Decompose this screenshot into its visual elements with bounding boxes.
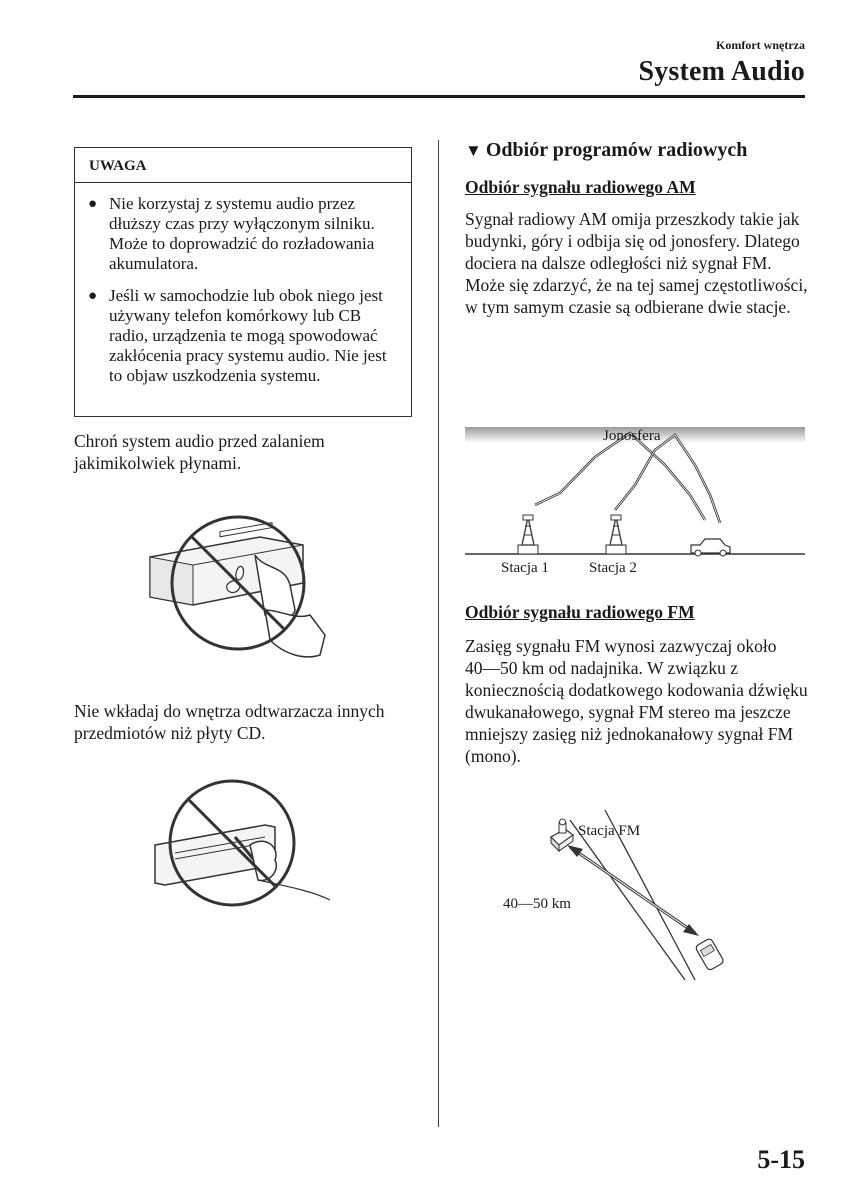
fm-car-icon — [695, 938, 725, 971]
warning-item — [87, 286, 403, 386]
warning-item-text: Jeśli w samochodzie lub obok niego jest używany telefon komórkowy lub CB radio, urządzenia te mogą spowodować zakłócenia pracy systemu audio. Nie jest to objaw uszkodzenia systemu. — [109, 286, 387, 385]
column-divider — [438, 140, 439, 1127]
bullet-icon: ● — [88, 288, 98, 304]
fm-distance-label: 40—50 km — [503, 896, 571, 912]
warning-box — [74, 147, 412, 417]
fm-station-label: Stacja FM — [578, 823, 641, 839]
station-1-label: Stacja 1 — [501, 560, 549, 576]
warning-item — [87, 194, 403, 274]
warning-title: UWAGA — [89, 158, 147, 174]
title-rule — [73, 95, 805, 98]
car-icon — [691, 539, 730, 556]
station-2-label: Stacja 2 — [589, 560, 637, 576]
warning-separator — [75, 182, 411, 183]
liquid-warning-text: Chroń system audio przed zalaniem jakimikolwiek płynami. — [74, 431, 325, 473]
radio-reception-heading — [465, 139, 747, 162]
station-2-tower-icon — [606, 515, 626, 554]
no-liquid-illustration — [145, 515, 345, 665]
am-text: Sygnał radiowy AM omija przeszkody takie jak budynki, góry i odbija się od jonosfery. Dlatego dociera na dalsze odległości niż sygnał FM. Może się zdarzyć, że na tej samej częstotliwości, w tym samym czasie są odbierane dwie stacje. — [465, 209, 808, 317]
triangle-marker-icon: ▼ — [465, 141, 482, 160]
am-diagram — [465, 425, 805, 580]
warning-item-text: Nie korzystaj z systemu audio przez dłuższy czas przy wyłączonym silniku. Może to doprowadzić do rozładowania akumulatora. — [109, 194, 375, 273]
fm-diagram — [495, 805, 735, 985]
am-heading: Odbiór sygnału radiowego AM — [465, 177, 696, 197]
section-label: Komfort wnętrza — [716, 38, 805, 52]
radio-reception-heading-text: Odbiór programów radiowych — [485, 139, 748, 161]
warning-list — [87, 194, 403, 398]
bullet-icon: ● — [88, 196, 98, 212]
station-1-tower-icon — [518, 515, 538, 554]
no-foreign-object-illustration — [150, 775, 335, 910]
cd-only-warning-text: Nie wkładaj do wnętrza odtwarzacza innych przedmiotów niż płyty CD. — [74, 701, 385, 743]
page-number: 5-15 — [757, 1145, 805, 1174]
page-title: System Audio — [638, 56, 805, 87]
ionosphere-label: Jonosfera — [603, 428, 661, 444]
fm-text: Zasięg sygnału FM wynosi zazwyczaj około 40―50 km od nadajnika. W związku z koniecznością dodatkowego kodowania dźwięku dwukanałowego, sygnał FM stereo ma jeszcze mniejszy zasięg niż jednokanałowy sygnał FM (mono). — [465, 636, 808, 766]
fm-heading: Odbiór sygnału radiowego FM — [465, 602, 695, 622]
